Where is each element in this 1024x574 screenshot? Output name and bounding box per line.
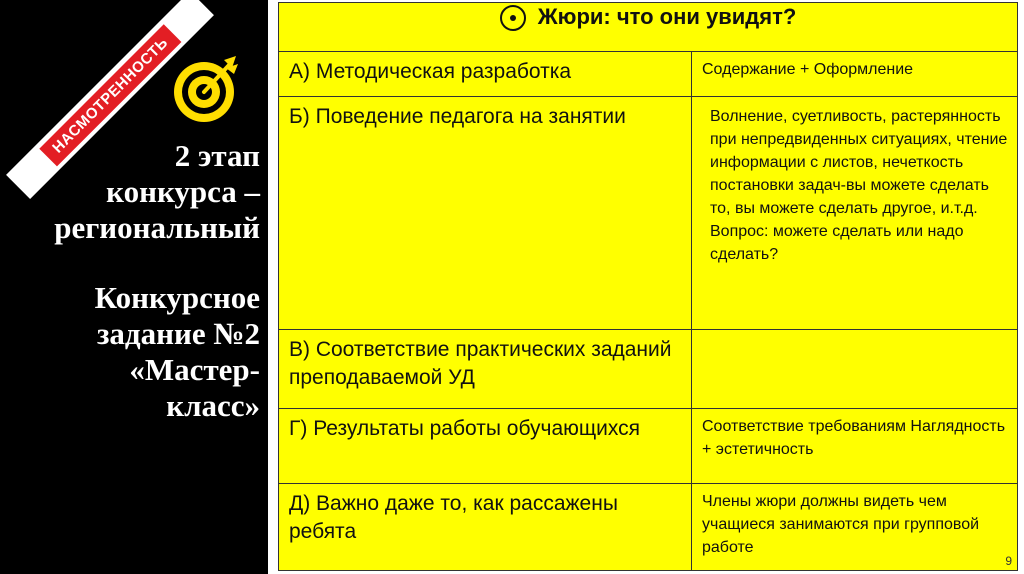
criterion-cell: А) Методическая разработка: [279, 52, 692, 97]
note-cell: Соответствие требованиям Наглядность + эстетичность: [692, 409, 1018, 484]
heading-line: конкурса –: [106, 174, 260, 209]
circle-dot-icon: [500, 5, 526, 31]
task-line: Конкурсное: [94, 280, 260, 315]
target-icon: [164, 50, 244, 130]
criterion-cell: Б) Поведение педагога на занятии: [279, 97, 692, 330]
page-number: 9: [1005, 554, 1012, 568]
note-cell: Содержание + Оформление: [692, 52, 1018, 97]
table-header: [279, 3, 1018, 52]
heading-line: региональный: [54, 210, 260, 245]
heading-line: 2 этап: [174, 138, 260, 173]
task-line: «Мастер-: [129, 352, 260, 387]
jury-table: [278, 2, 1018, 571]
table-row: [279, 97, 1018, 330]
note-cell: Волнение, суетливость, растерянность при непредвиденных ситуациях, чтение информации с листов, нечеткость постановки задач-вы можете сделать то, вы можете сделать другое, и.т.д. Вопрос: можете сделать или надо сделать?: [692, 97, 1018, 330]
table-header-row: [279, 3, 1018, 52]
table-row: [279, 484, 1018, 571]
left-panel: [0, 0, 268, 574]
table-title: Жюри: что они увидят?: [537, 4, 797, 29]
note-cell: Члены жюри должны видеть чем учащиеся занимаются при групповой работе: [692, 484, 1018, 571]
task-line: класс»: [166, 388, 260, 423]
task-line: задание №2: [96, 316, 260, 351]
criterion-cell: В) Соответствие практических заданий преподаваемой УД: [279, 330, 692, 409]
note-cell: [692, 330, 1018, 409]
table-row: [279, 52, 1018, 97]
badge-label: НАСМОТРЕННОСТЬ: [39, 24, 181, 166]
criterion-cell: Г) Результаты работы обучающихся: [279, 409, 692, 484]
stage-heading: [10, 138, 260, 424]
table-row: [279, 330, 1018, 409]
slide-content: [268, 0, 1024, 574]
table-row: [279, 409, 1018, 484]
criterion-cell: Д) Важно даже то, как рассажены ребята: [279, 484, 692, 571]
